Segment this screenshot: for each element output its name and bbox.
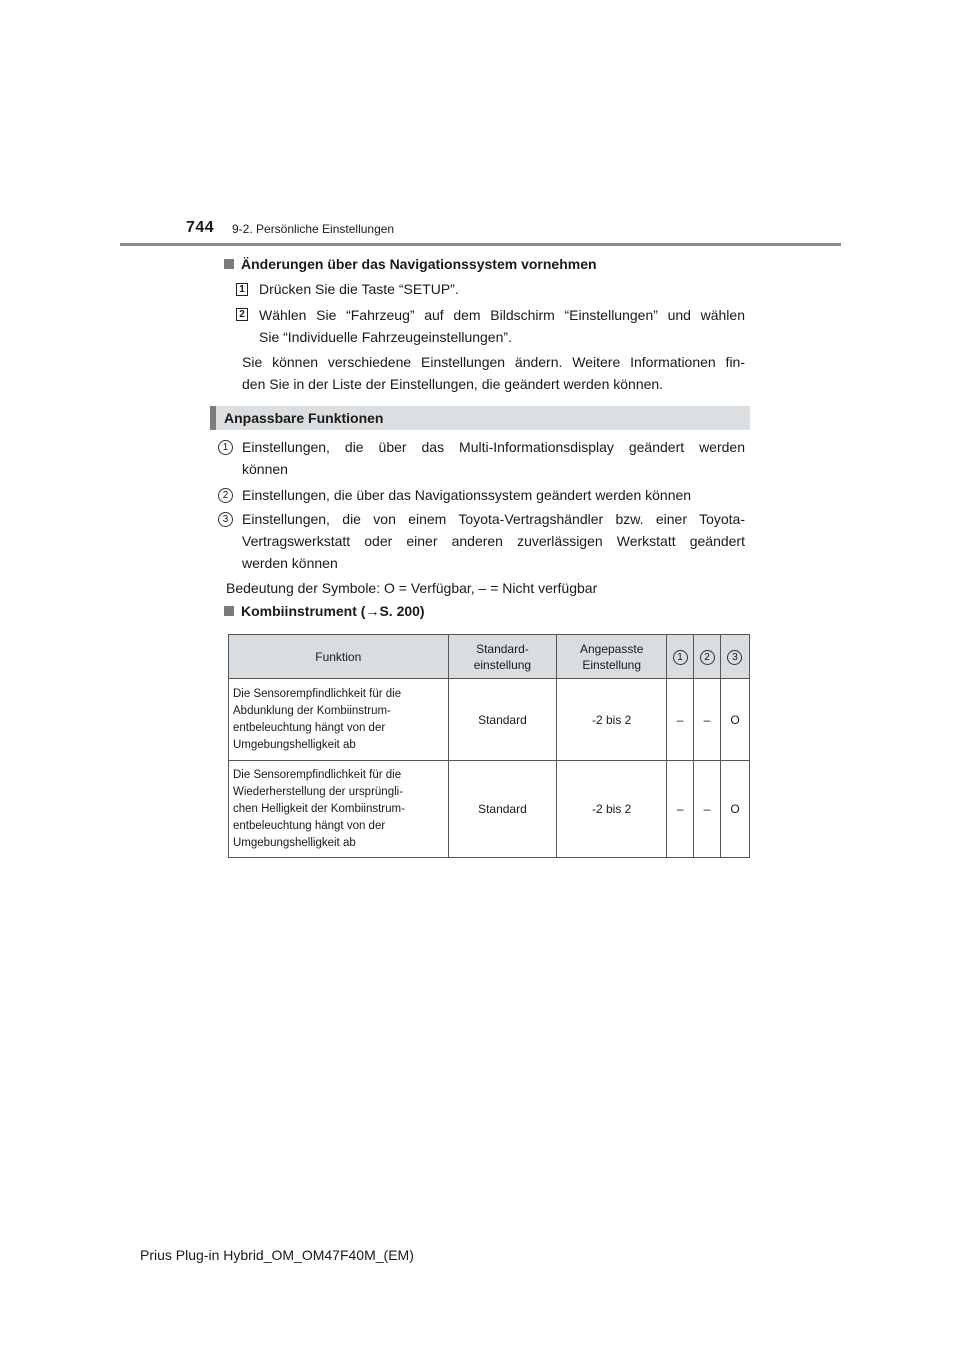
header-custom-setting: Angepasste Einstellung <box>557 635 667 679</box>
symbol-legend: Bedeutung der Symbole: O = Verfügbar, – = Nicht verfügbar <box>226 580 598 596</box>
customization-table <box>228 634 750 858</box>
circled-number-2-icon: 2 <box>700 650 715 665</box>
table-header-row <box>229 635 750 679</box>
square-bullet-icon <box>224 259 234 269</box>
step-2-text-line1: Wählen Sie “Fahrzeug” auf dem Bildschirm “Einstellungen” und wählen <box>259 307 745 323</box>
row-2-function: Die Sensorempfindlichkeit für die Wiederherstellung der ursprüngli- chen Helligkeit der Kombiinstrum- entbeleuchtung hängt von der Umgebungshelligkeit ab <box>229 761 449 858</box>
row-2-custom: -2 bis 2 <box>557 761 667 858</box>
table-row <box>229 761 750 858</box>
row-2-col-2: – <box>694 761 721 858</box>
row-1-col-1: – <box>667 679 694 761</box>
cluster-heading-suffix: S. 200) <box>379 603 425 619</box>
row-1-col-2: – <box>694 679 721 761</box>
circled-number-2-icon: 2 <box>218 488 233 503</box>
step-number-1: 1 <box>236 283 248 296</box>
circled-number-3-icon: 3 <box>727 650 742 665</box>
feature-1-line2: können <box>242 461 288 477</box>
row-1-custom: -2 bis 2 <box>557 679 667 761</box>
arrow-icon: → <box>365 603 380 619</box>
header-divider <box>120 243 841 246</box>
square-bullet-icon <box>224 606 234 616</box>
section-reference: 9-2. Persönliche Einstellungen <box>232 222 395 236</box>
circled-number-1-icon: 1 <box>218 440 233 455</box>
row-2-col-3: O <box>720 761 749 858</box>
row-2-col-1: – <box>667 761 694 858</box>
features-title-bar <box>210 406 750 430</box>
features-title: Anpassbare Funktionen <box>224 410 384 426</box>
nav-note-line1: Sie können verschiedene Einstellungen ändern. Weitere Informationen fin- <box>242 354 745 370</box>
header-col-2 <box>694 635 721 679</box>
cluster-section-heading <box>224 603 425 619</box>
feature-3-line3: werden können <box>242 555 338 571</box>
header-function: Funktion <box>229 635 449 679</box>
feature-2-line1: Einstellungen, die über das Navigationssystem geändert werden können <box>242 487 692 503</box>
row-1-function: Die Sensorempfindlichkeit für die Abdunklung der Kombiinstrum- entbeleuchtung hängt von der Umgebungshelligkeit ab <box>229 679 449 761</box>
circled-number-3-icon: 3 <box>218 512 233 527</box>
header-col-3 <box>720 635 749 679</box>
row-2-default: Standard <box>448 761 557 858</box>
nav-section-heading-text: Änderungen über das Navigationssystem vornehmen <box>241 256 597 272</box>
header-default-setting: Standard- einstellung <box>448 635 557 679</box>
header-col-1 <box>667 635 694 679</box>
title-bar-accent <box>210 406 216 430</box>
feature-3-line1: Einstellungen, die von einem Toyota-Vertragshändler bzw. einer Toyota- <box>242 511 745 527</box>
cluster-heading-prefix: Kombiinstrument ( <box>241 603 366 619</box>
feature-3-line2: Vertragswerkstatt oder einer anderen zuverlässigen Werkstatt geändert <box>242 533 745 549</box>
nav-section-heading <box>224 256 597 272</box>
step-2-text-line2: Sie “Individuelle Fahrzeugeinstellungen”. <box>259 329 512 345</box>
step-number-2: 2 <box>236 308 248 321</box>
document-footer: Prius Plug-in Hybrid_OM_OM47F40M_(EM) <box>140 1247 414 1263</box>
row-1-default: Standard <box>448 679 557 761</box>
nav-note-line2: den Sie in der Liste der Einstellungen, die geändert werden können. <box>242 376 664 392</box>
page-number: 744 <box>186 219 215 236</box>
table-row <box>229 679 750 761</box>
circled-number-1-icon: 1 <box>673 650 688 665</box>
row-1-col-3: O <box>720 679 749 761</box>
feature-1-line1: Einstellungen, die über das Multi-Informationsdisplay geändert werden <box>242 439 745 455</box>
step-1-text: Drücken Sie die Taste “SETUP”. <box>259 281 459 297</box>
